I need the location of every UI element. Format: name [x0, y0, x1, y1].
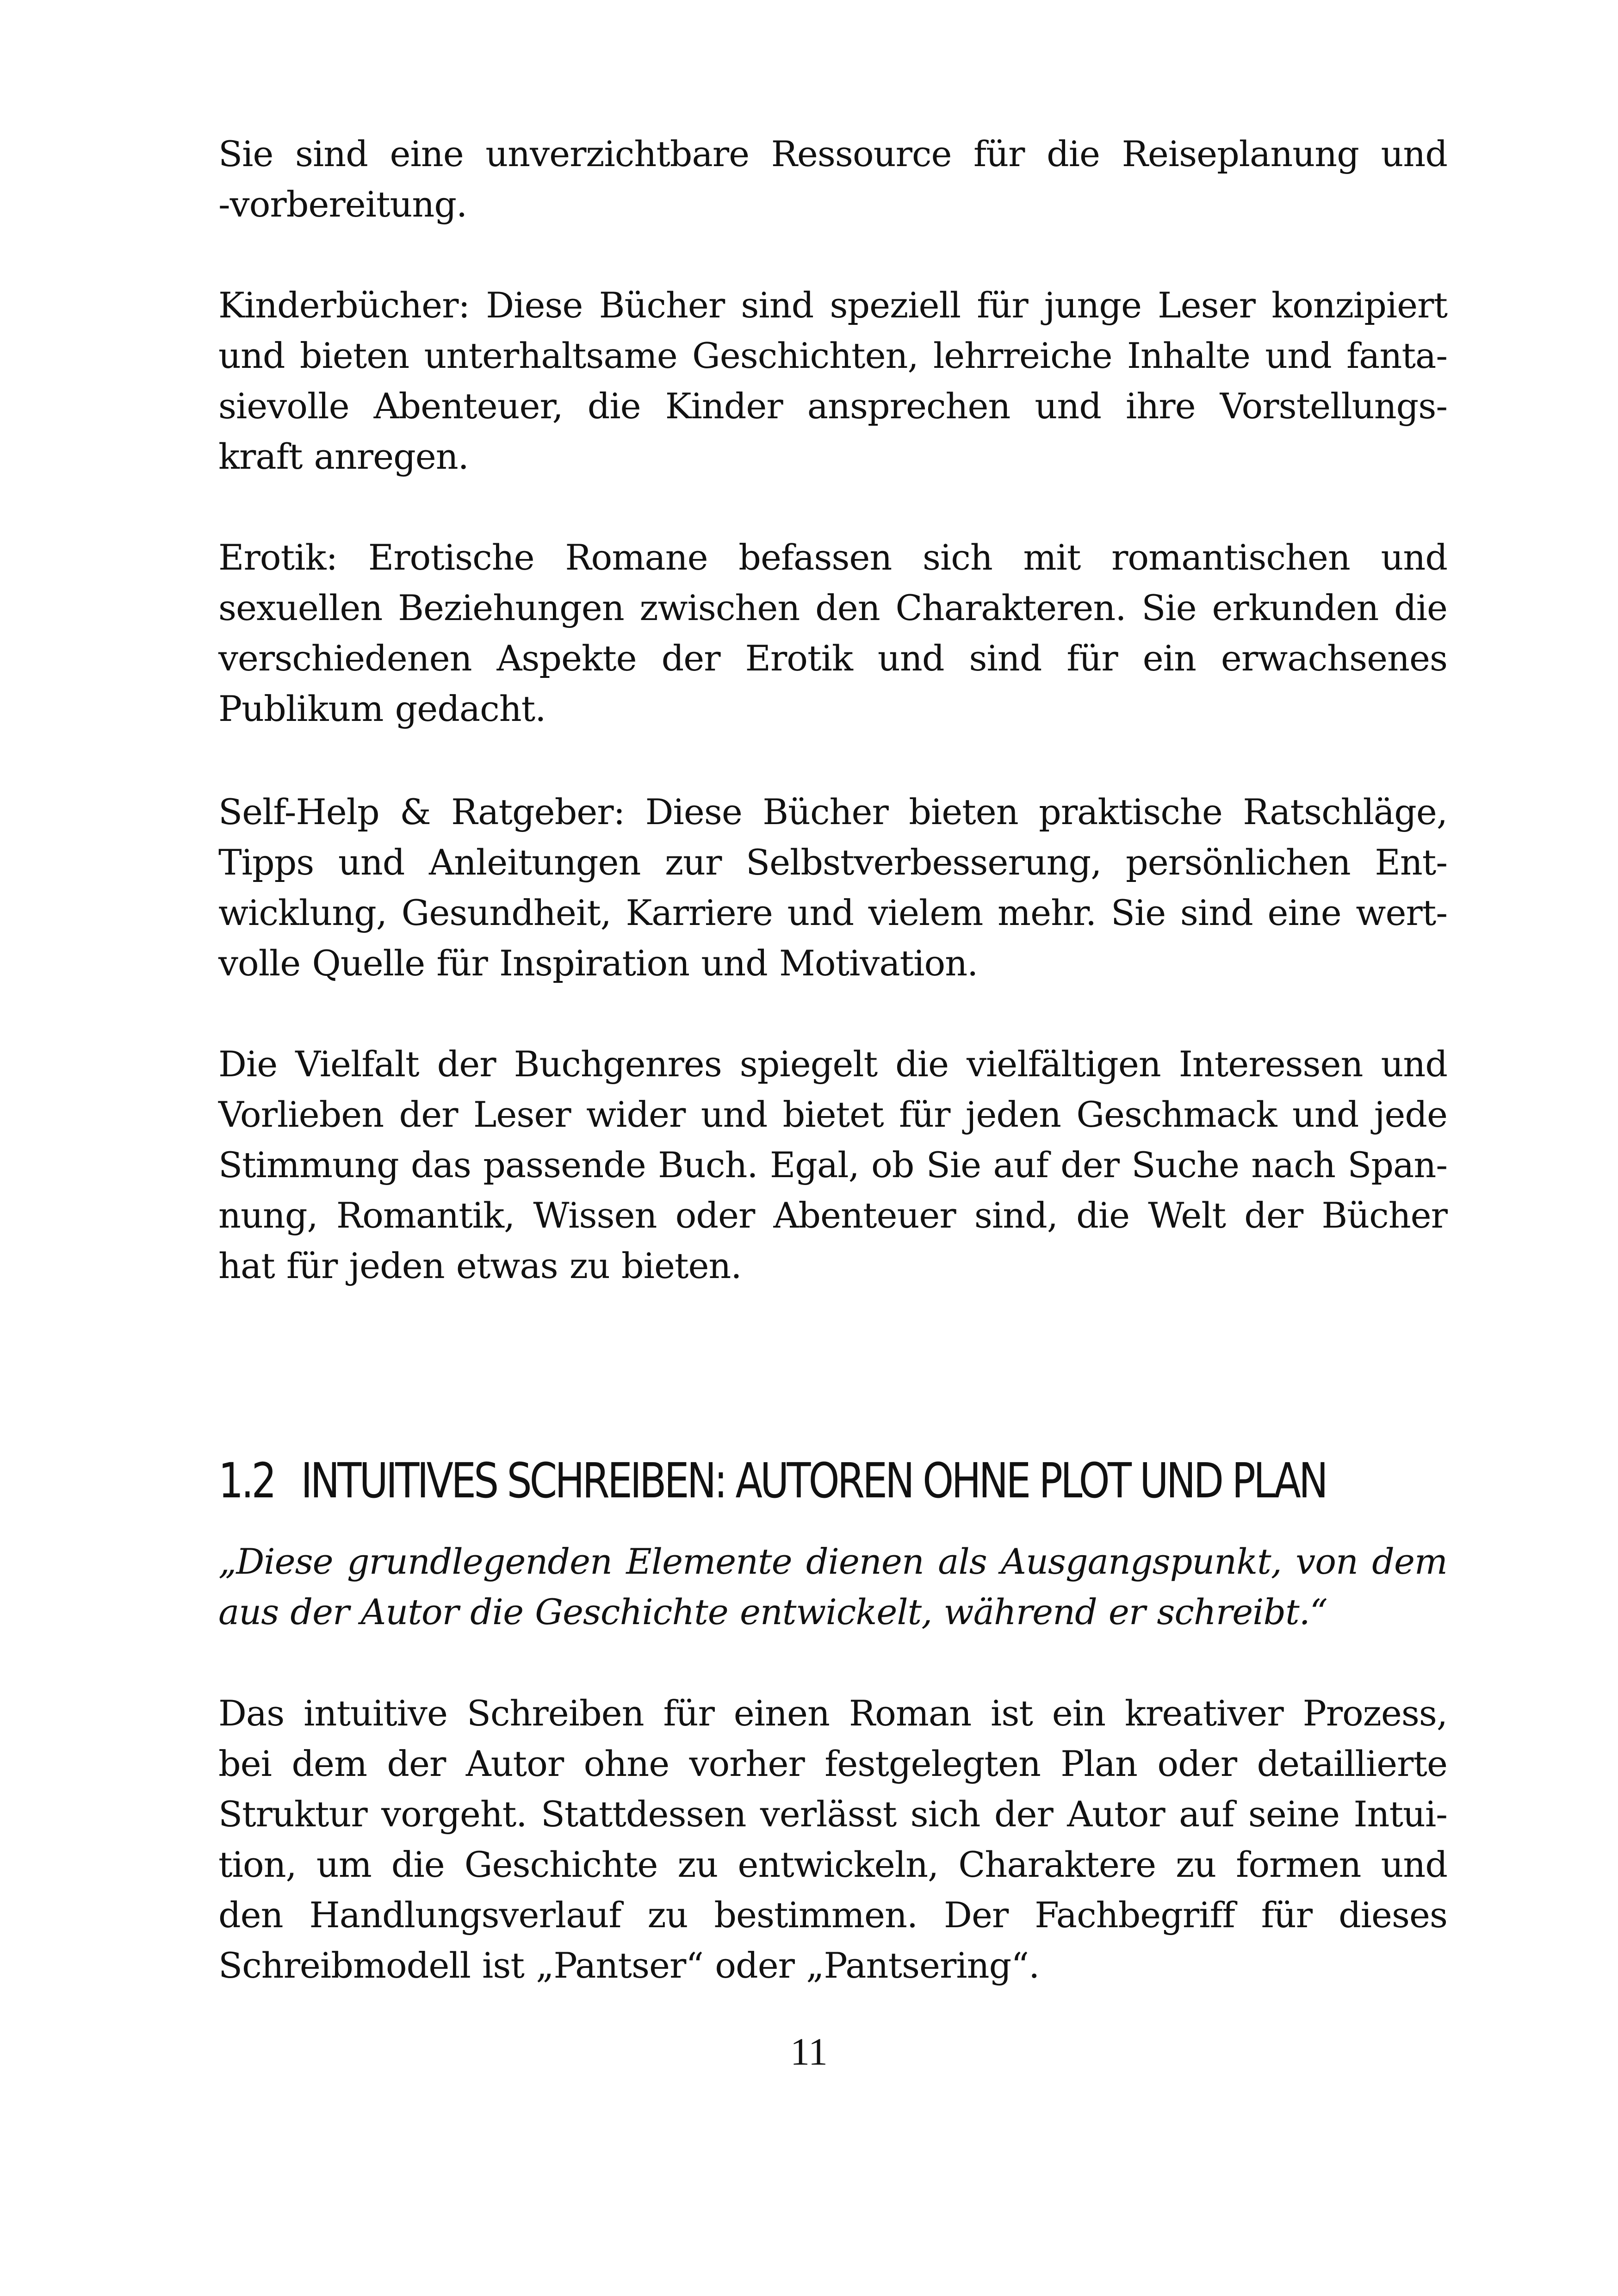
paragraph-vielfalt: [218, 1039, 1447, 1291]
section-number: 1.2: [218, 1452, 274, 1509]
text-line: Kinderbücher: Diese Bücher sind speziell für junge Leser konzipiert: [218, 285, 1447, 326]
text-line: -vorbereitung.: [218, 184, 467, 225]
section-epigraph-quote: [218, 1536, 1447, 1637]
text-line: tion, um die Geschichte zu entwickeln, Charaktere zu formen und: [218, 1844, 1447, 1885]
text-line: Erotik: Erotische Romane befassen sich mit romantischen und: [218, 537, 1447, 578]
text-line: Publikum gedacht.: [218, 688, 546, 729]
text-line: Die Vielfalt der Buchgenres spiegelt die vielfältigen Interessen und: [218, 1043, 1447, 1085]
text-line: sievolle Abenteuer, die Kinder ansprechen und ihre Vorstellungs-: [218, 385, 1447, 427]
section-title: INTUITIVES SCHREIBEN: AUTOREN OHNE PLOT UND PLAN: [301, 1452, 1326, 1509]
text-line: den Handlungsverlauf zu bestimmen. Der Fachbegriff für dieses: [218, 1894, 1447, 1936]
text-line: Self-Help & Ratgeber: Diese Bücher bieten praktische Ratschläge,: [218, 791, 1447, 832]
paragraph-self-help: [218, 787, 1447, 988]
text-line: aus der Autor die Geschichte entwickelt, während er schreibt.“: [218, 1591, 1327, 1632]
text-line: Stimmung das passende Buch. Egal, ob Sie auf der Suche nach Span-: [218, 1144, 1447, 1185]
text-line: wicklung, Gesundheit, Karriere und vielem mehr. Sie sind eine wert-: [218, 892, 1447, 933]
paragraph-kinderbuecher: [218, 280, 1447, 482]
text-line: nung, Romantik, Wissen oder Abenteuer sind, die Welt der Bücher: [218, 1195, 1447, 1236]
text-line: Das intuitive Schreiben für einen Roman ist ein kreativer Prozess,: [218, 1693, 1447, 1734]
text-line: Sie sind eine unverzichtbare Ressource für die Reiseplanung und: [218, 133, 1447, 174]
section-heading: [218, 1453, 1326, 1508]
text-line: kraft anregen.: [218, 436, 469, 477]
text-line: Tipps und Anleitungen zur Selbstverbesserung, persönlichen Ent-: [218, 842, 1447, 883]
text-line: sexuellen Beziehungen zwischen den Charakteren. Sie erkunden die: [218, 587, 1447, 628]
text-line: Struktur vorgeht. Stattdessen verlässt sich der Autor auf seine Intui-: [218, 1793, 1447, 1835]
text-line: Vorlieben der Leser wider und bietet für jeden Geschmack und jede: [218, 1094, 1447, 1135]
text-line: volle Quelle für Inspiration und Motivation.: [218, 943, 978, 984]
page-number: 11: [790, 2030, 828, 2073]
text-line: Schreibmodell ist „Pantser“ oder „Pantsering“.: [218, 1945, 1040, 1986]
paragraph-erotik: [218, 532, 1447, 734]
paragraph-intuitive-writing: [218, 1688, 1447, 1991]
paragraph-travel-continuation: [218, 129, 1447, 230]
text-line: „Diese grundlegenden Elemente dienen als Ausgangspunkt, von dem: [218, 1541, 1447, 1582]
text-line: bei dem der Autor ohne vorher festgelegten Plan oder detaillierte: [218, 1743, 1447, 1784]
text-line: verschiedenen Aspekte der Erotik und sind für ein erwachsenes: [218, 638, 1447, 679]
text-line: hat für jeden etwas zu bieten.: [218, 1245, 742, 1286]
text-line: und bieten unterhaltsame Geschichten, lehrreiche Inhalte und fanta-: [218, 335, 1447, 376]
